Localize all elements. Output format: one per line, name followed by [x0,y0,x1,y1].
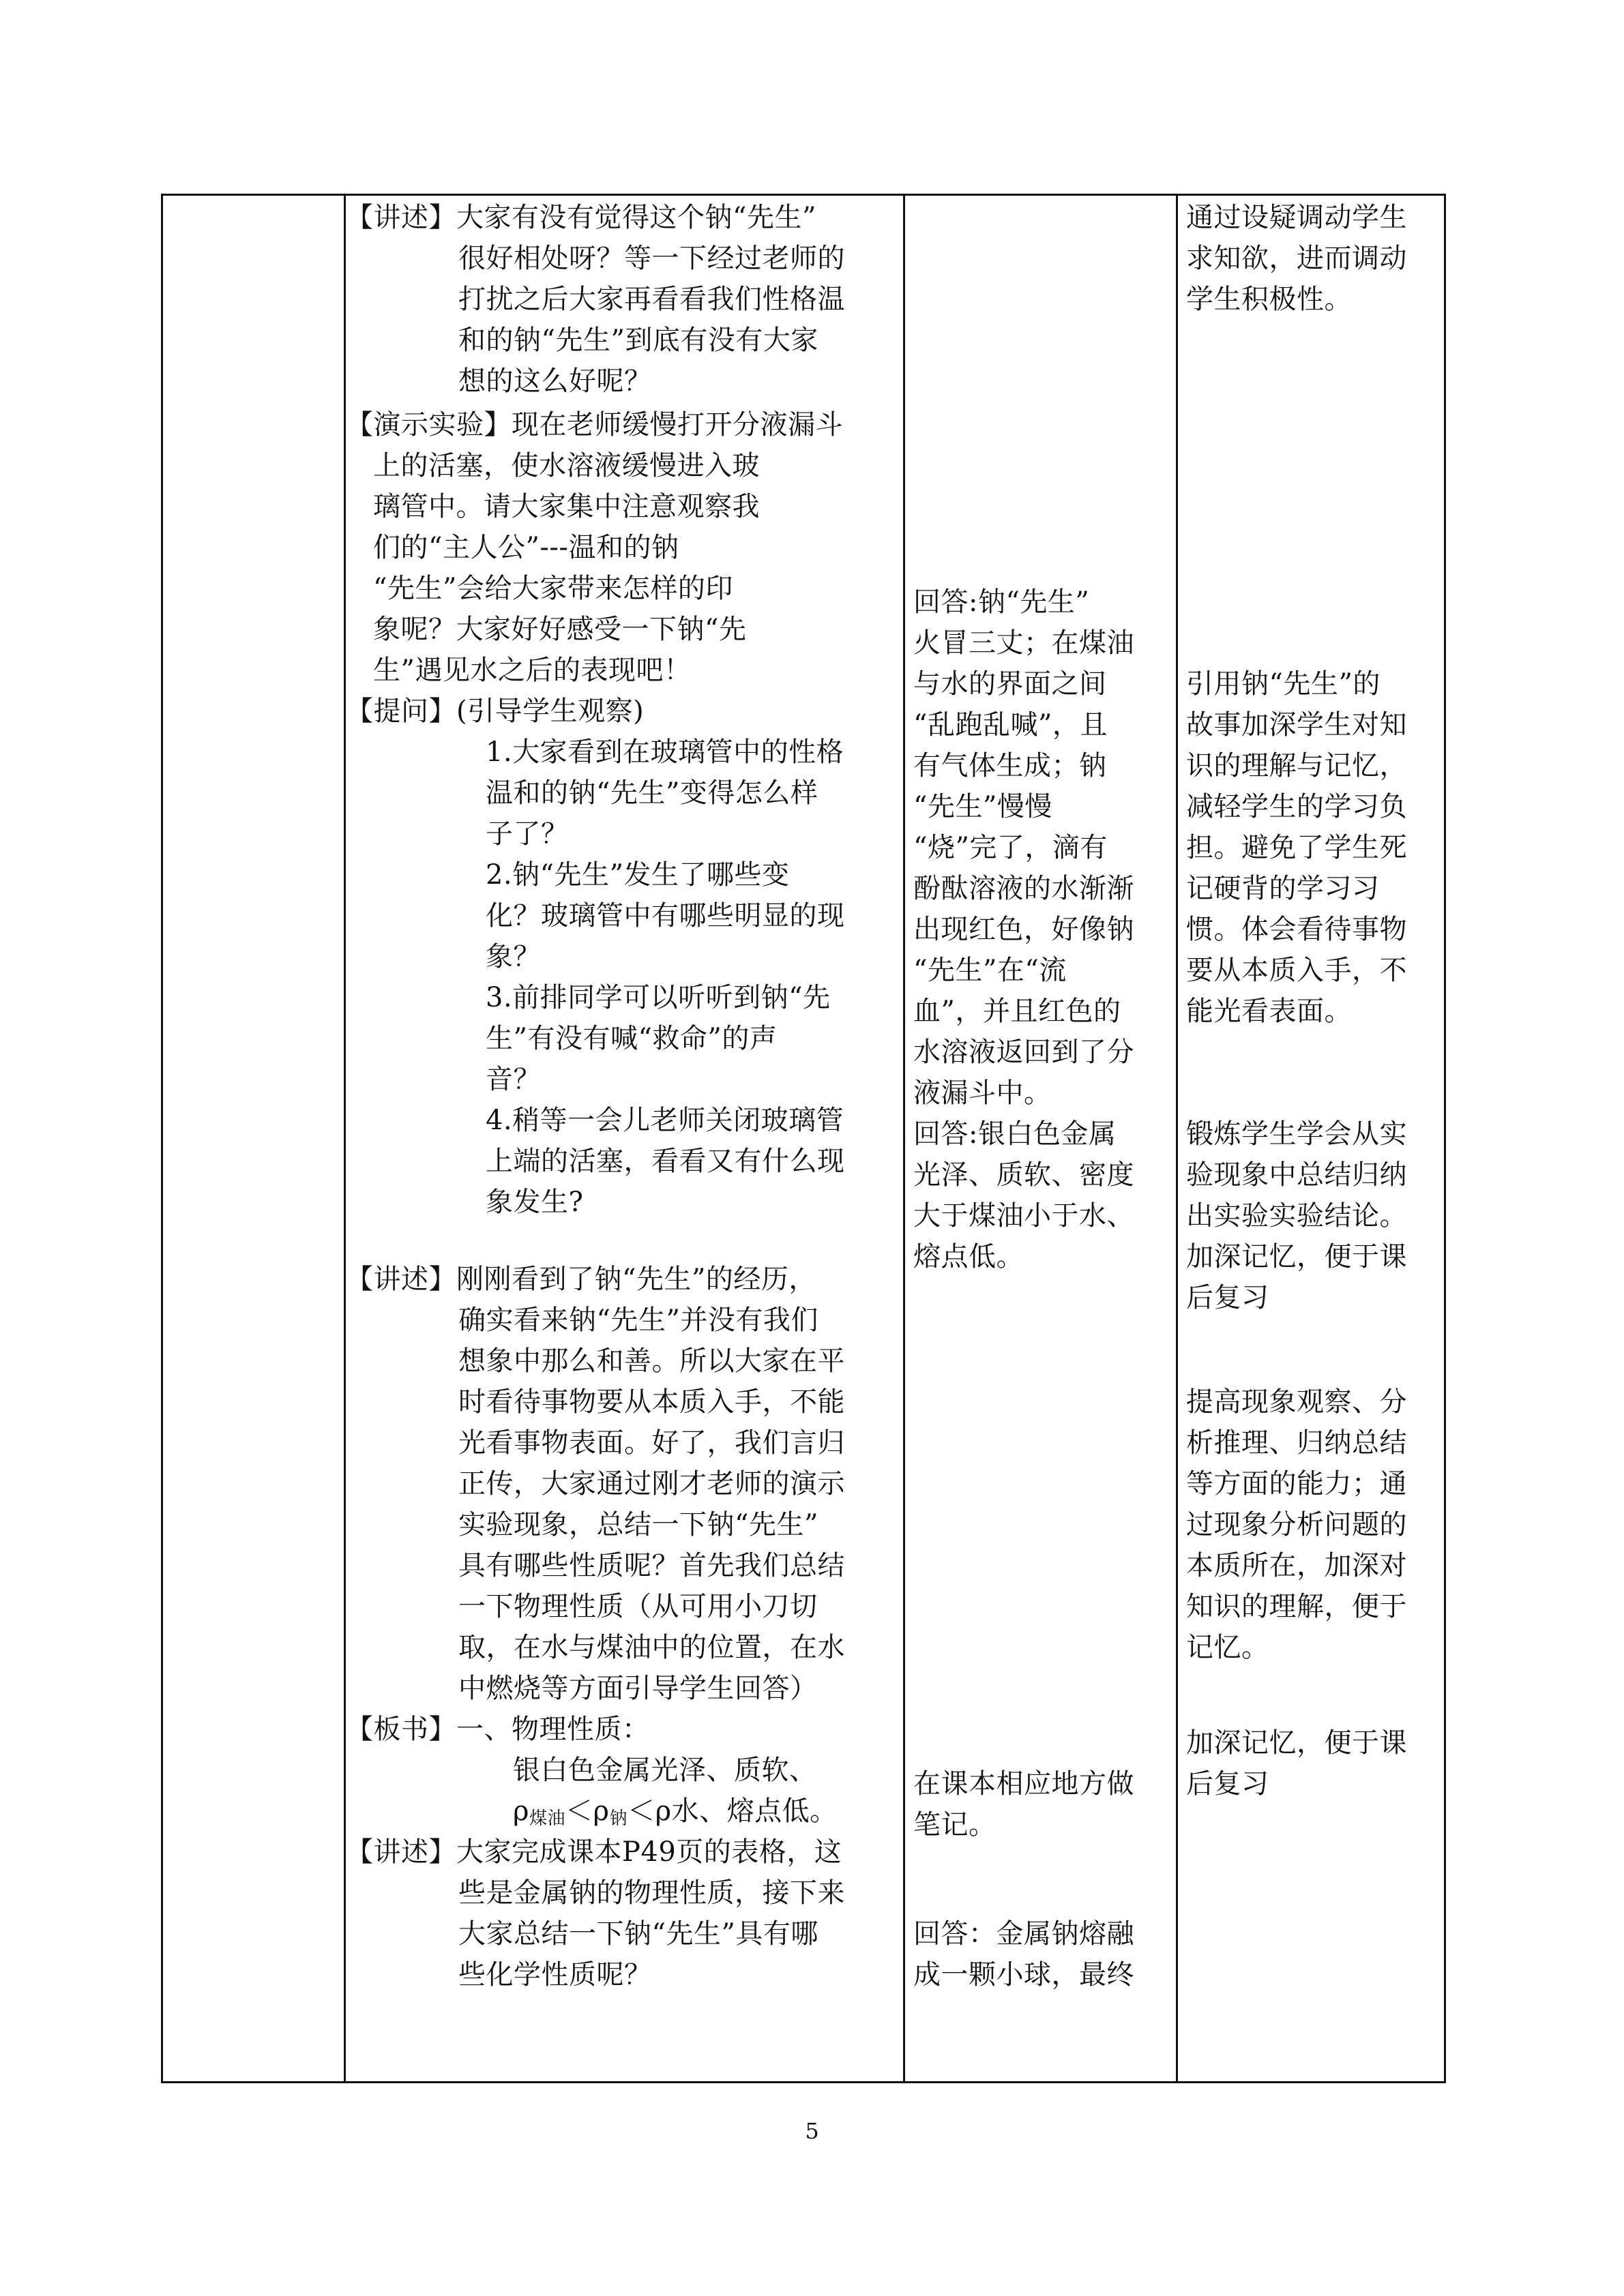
activity-line: 【讲述】大家完成课本P49页的表格，这 [346,1836,842,1868]
intent-line: 故事加深学生对知 [1186,709,1407,741]
column-divider-2 [903,196,905,2081]
intent-line: 记忆。 [1186,1632,1269,1663]
formula-water-end: 水、熔点低。 [671,1795,838,1827]
activity-line: 上端的活塞，看看又有什么现 [486,1146,845,1177]
student-line: 与水的界面之间 [913,668,1107,700]
formula-rho: ρ [593,1795,610,1827]
activity-line: 大家总结一下钠“先生”具有哪 [458,1918,818,1950]
intent-line: 后复习 [1186,1282,1269,1313]
activity-line: 【板书】一、物理性质： [346,1714,650,1745]
activity-line: 2.钠“先生”发生了哪些变 [486,859,790,891]
intent-line: 要从本质入手，不 [1186,955,1407,986]
activity-line: 取，在水与煤油中的位置，在水 [458,1632,845,1663]
stage-column [163,196,342,2081]
student-line: 酚酞溶液的水渐渐 [913,873,1134,904]
student-line: “先生”慢慢 [913,791,1052,822]
student-line: 有气体生成；钠 [913,750,1107,781]
student-line: 水溶液返回到了分 [913,1037,1134,1068]
activity-line: 很好相处呀？等一下经过老师的 [458,243,845,274]
student-line: “烧”完了，滴有 [913,832,1108,863]
activity-line: 些化学性质呢？ [458,1959,652,1991]
intent-line: 学生积极性。 [1186,284,1352,315]
student-line: 液漏斗中。 [913,1077,1052,1109]
activity-line: 想的这么好呢？ [458,366,652,397]
formula-sodium: 钠 [609,1808,628,1829]
activity-line: 些是金属钠的物理性质，接下来 [458,1877,845,1909]
student-line: “先生”在“流 [913,955,1067,986]
activity-line: 4.稍等一会儿老师关闭玻璃管 [486,1105,844,1136]
intent-line: 惯。体会看待事物 [1186,914,1407,945]
activity-line: 光看事物表面。好了，我们言归 [458,1427,845,1459]
activity-line: 子了？ [486,818,569,850]
activity-line: 温和的钠“先生”变得怎么样 [486,777,818,809]
student-line: 回答:银白色金属 [913,1118,1117,1150]
formula-rho: ρ [513,1795,530,1827]
activity-line: 【演示实验】现在老师缓慢打开分液漏斗 [346,409,843,441]
page-number: 5 [805,2118,819,2144]
student-line: 大于煤油小于水、 [913,1200,1134,1232]
intent-line: 提高现象观察、分 [1186,1386,1407,1418]
formula-lt: ＜ [565,1795,593,1827]
activity-line: 一下物理性质（从可用小刀切 [458,1591,818,1622]
activity-line: 象？ [486,941,541,972]
density-formula [513,1795,838,1835]
intent-line: 记硬背的学习习 [1186,873,1380,904]
student-line: 回答:钠“先生” [913,586,1090,618]
activity-line: “先生”会给大家带来怎样的印 [373,573,733,604]
student-line: 笔记。 [913,1809,996,1840]
intent-line: 识的理解与记忆， [1186,750,1407,781]
student-line: 成一颗小球，最终 [913,1959,1134,1991]
activity-line: 银白色金属光泽、质软、 [513,1755,817,1786]
activity-line: 【讲述】大家有没有觉得这个钠“先生” [346,202,816,233]
activity-line: 化？玻璃管中有哪些明显的现 [486,900,845,931]
activity-line: 确实看来钠“先生”并没有我们 [458,1304,818,1336]
intent-line: 本质所在，加深对 [1186,1550,1407,1581]
student-line: 在课本相应地方做 [913,1768,1134,1800]
intent-line: 析推理、归纳总结 [1186,1427,1407,1459]
activity-line: 具有哪些性质呢？首先我们总结 [458,1550,845,1581]
student-line: 血”，并且红色的 [913,996,1121,1027]
activity-line: 象发生? [486,1187,584,1218]
activity-line: 打扰之后大家再看看我们性格温 [458,284,845,315]
student-line: 熔点低。 [913,1241,1024,1272]
student-line: “乱跑乱喊”，且 [913,709,1108,741]
student-line: 火冒三丈；在煤油 [913,627,1134,659]
intent-line: 验现象中总结归纳 [1186,1159,1407,1191]
design-intent-column [1186,196,1445,2081]
activity-line: 生”有没有喊“救命”的声 [486,1023,778,1054]
activity-line: 音？ [486,1064,541,1095]
student-line: 光泽、质软、密度 [913,1159,1134,1191]
intent-line: 加深记忆，便于课 [1186,1241,1407,1272]
intent-line: 出实验实验结论。 [1186,1200,1407,1232]
activity-line: 【提问】(引导学生观察) [346,696,645,727]
student-line: 出现红色，好像钠 [913,914,1134,945]
student-activity-column [913,196,1174,2081]
intent-line: 知识的理解，便于 [1186,1591,1407,1622]
student-line: 回答：金属钠熔融 [913,1918,1134,1950]
formula-rho: ρ [655,1795,672,1827]
teacher-activity-column [346,196,901,2081]
activity-line: 生”遇见水之后的表现吧！ [373,655,692,686]
activity-line: 正传，大家通过刚才老师的演示 [458,1468,845,1500]
activity-line: 中燃烧等方面引导学生回答） [458,1673,818,1704]
intent-line: 过现象分析问题的 [1186,1509,1407,1540]
intent-line: 后复习 [1186,1768,1269,1800]
activity-line: 实验现象，总结一下钠“先生” [458,1509,818,1540]
formula-lt: ＜ [628,1795,655,1827]
activity-line: 和的钠“先生”到底有没有大家 [458,325,818,356]
intent-line: 求知欲，进而调动 [1186,243,1407,274]
intent-line: 等方面的能力；通 [1186,1468,1407,1500]
activity-line: 想象中那么和善。所以大家在平 [458,1345,845,1377]
activity-line: 上的活塞，使水溶液缓慢进入玻 [373,450,760,481]
lesson-plan-table [161,194,1446,2083]
activity-line: 1.大家看到在玻璃管中的性格 [486,736,844,768]
intent-line: 担。避免了学生死 [1186,832,1407,863]
formula-kerosene: 煤油 [529,1808,566,1829]
intent-line: 引用钠“先生”的 [1186,668,1381,700]
activity-line: 象呢？大家好好感受一下钠“先 [373,614,747,645]
activity-line: 3.前排同学可以听听到钠“先 [486,982,831,1013]
intent-line: 加深记忆，便于课 [1186,1727,1407,1759]
activity-line: 们的“主人公”---温和的钠 [373,532,679,563]
activity-line: 璃管中。请大家集中注意观察我 [373,491,760,522]
activity-line: 【讲述】刚刚看到了钠“先生”的经历， [346,1264,816,1295]
column-divider-3 [1176,196,1178,2081]
intent-line: 能光看表面。 [1186,996,1352,1027]
intent-line: 减轻学生的学习负 [1186,791,1407,822]
activity-line: 时看待事物要从本质入手，不能 [458,1386,845,1418]
intent-line: 锻炼学生学会从实 [1186,1118,1407,1150]
intent-line: 通过设疑调动学生 [1186,202,1407,233]
